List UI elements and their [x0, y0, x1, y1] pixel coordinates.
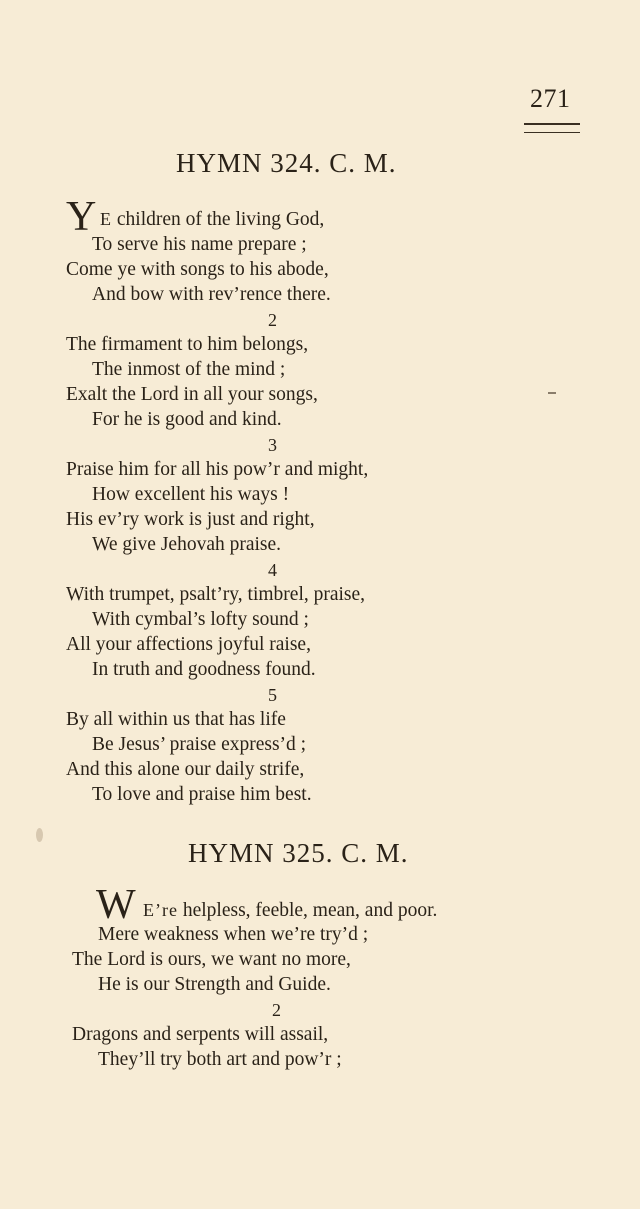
verse-line: All your affections joyful raise, [66, 634, 311, 655]
verse-line: Dragons and serpents will assail, [72, 1024, 329, 1045]
verse-line: And this alone our daily strife, [66, 759, 305, 780]
first-word-rest: E’re [143, 900, 178, 920]
verse-line: Praise him for all his pow’r and might, [66, 459, 369, 480]
hymn-325-dropcap: W [96, 882, 136, 928]
first-line-tail: children of the living God, [112, 209, 325, 230]
verse-number: 2 [272, 1000, 281, 1020]
verse-number: 2 [268, 310, 277, 330]
verse-line: In truth and goodness found. [92, 659, 316, 680]
verse-line: To serve his name prepare ; [92, 234, 307, 255]
page-number: 271 [530, 84, 571, 113]
verse-line: By all within us that has life [66, 709, 286, 730]
verse-line: Exalt the Lord in all your songs, [66, 384, 318, 405]
verse-line: Come ye with songs to his abode, [66, 259, 329, 280]
ink-mark [548, 392, 556, 394]
verse-line: The firmament to him belongs, [66, 334, 309, 355]
hymn-324-dropcap: Y [66, 194, 97, 240]
verse-line: They’ll try both art and pow’r ; [98, 1049, 342, 1070]
verse-line: He is our Strength and Guide. [98, 974, 331, 995]
verse-number: 4 [268, 560, 277, 580]
hymn-325-first-line [143, 898, 437, 923]
verse-line: His ev’ry work is just and right, [66, 509, 315, 530]
hymn-324-first-line [100, 207, 324, 232]
hymn-325-title: HYMN 325. C. M. [188, 838, 409, 868]
verse-line: How excellent his ways ! [92, 484, 290, 505]
paper-blemish [36, 828, 43, 842]
first-line-tail: helpless, feeble, mean, and poor. [177, 900, 438, 921]
verse-line: For he is good and kind. [92, 409, 282, 430]
verse-line: With trumpet, psalt’ry, timbrel, praise, [66, 584, 366, 605]
hymn-324-title: HYMN 324. C. M. [176, 148, 397, 178]
verse-line: The inmost of the mind ; [92, 359, 286, 380]
first-word-rest: E [100, 209, 112, 229]
verse-line: Be Jesus’ praise express’d ; [92, 734, 307, 755]
verse-number: 5 [268, 685, 277, 705]
verse-line: The Lord is ours, we want no more, [72, 949, 351, 970]
verse-line: And bow with rev’rence there. [92, 284, 331, 305]
verse-line: We give Jehovah praise. [92, 534, 282, 555]
verse-number: 3 [268, 435, 277, 455]
verse-line: Mere weakness when we’re try’d ; [98, 924, 369, 945]
verse-line: With cymbal’s lofty sound ; [92, 609, 309, 630]
verse-line: To love and praise him best. [92, 784, 312, 805]
header-rule [524, 123, 580, 133]
